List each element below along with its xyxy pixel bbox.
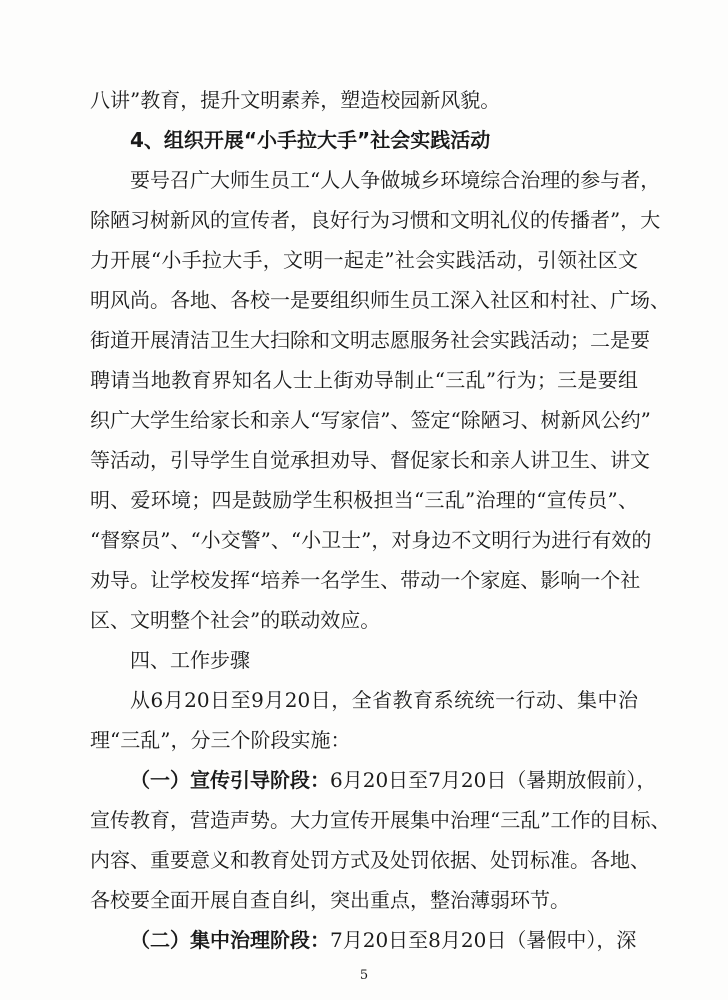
body-text-line — [130, 768, 657, 792]
body-text-line: “督察员”、“小交警”、“小卫士”，对身边不文明行为进行有效的 — [90, 528, 652, 552]
body-text-line: 等活动，引导学生自觉承担劝导、督促家长和亲人讲卫生、讲文 — [90, 448, 650, 472]
body-text-line — [130, 928, 638, 952]
stage-dates: 7月20日至8月20日（暑假中），深 — [330, 928, 637, 952]
body-text-line: 八讲”教育，提升文明素养，塑造校园新风貌。 — [90, 88, 501, 112]
body-text-line: 要号召广大师生员工“人人争做城乡环境综合治理的参与者， — [130, 168, 661, 192]
body-text-line: 区、文明整个社会”的联动效应。 — [90, 608, 381, 632]
body-text-line: 织广大学生给家长和亲人“写家信”、签定“除陋习、树新风公约” — [90, 408, 651, 432]
page-number: 5 — [359, 968, 369, 983]
body-text-line: 宣传教育，营造声势。大力宣传开展集中治理“三乱”工作的目标、 — [90, 808, 671, 832]
body-text-line: 理“三乱”，分三个阶段实施： — [90, 728, 351, 752]
body-text-line: 从6月20日至9月20日，全省教育系统统一行动、集中治 — [130, 688, 638, 712]
body-text-line: 街道开展清洁卫生大扫除和文明志愿服务社会实践活动；二是要 — [90, 328, 650, 352]
section-heading: 四、工作步骤 — [130, 648, 250, 672]
body-text-line: 明、爱环境；四是鼓励学生积极担当“三乱”治理的“宣传员”、 — [90, 488, 638, 512]
stage-heading: （一）宣传引导阶段： — [130, 768, 330, 792]
body-text-line: 明风尚。各地、各校一是要组织师生员工深入社区和村社、广场、 — [90, 288, 670, 312]
body-text-line: 劝导。让学校发挥“培养一名学生、带动一个家庭、影响一个社 — [90, 568, 641, 592]
stage-dates: 6月20日至7月20日（暑期放假前）， — [330, 768, 657, 792]
section-heading: 4、组织开展“小手拉大手”社会实践活动 — [130, 128, 491, 152]
body-text-line: 内容、重要意义和教育处罚方式及处罚依据、处罚标准。各地、 — [90, 848, 650, 872]
stage-heading: （二）集中治理阶段： — [130, 928, 330, 952]
body-text-line: 各校要全面开展自查自纠，突出重点，整治薄弱环节。 — [90, 888, 570, 912]
body-text-line: 力开展“小手拉大手，文明一起走”社会实践活动，引领社区文 — [90, 248, 638, 272]
body-text-line: 除陋习树新风的宣传者，良好行为习惯和文明礼仪的传播者”，大 — [90, 208, 661, 232]
body-text-line: 聘请当地教育界知名人士上街劝导制止“三乱”行为；三是要组 — [90, 368, 638, 392]
